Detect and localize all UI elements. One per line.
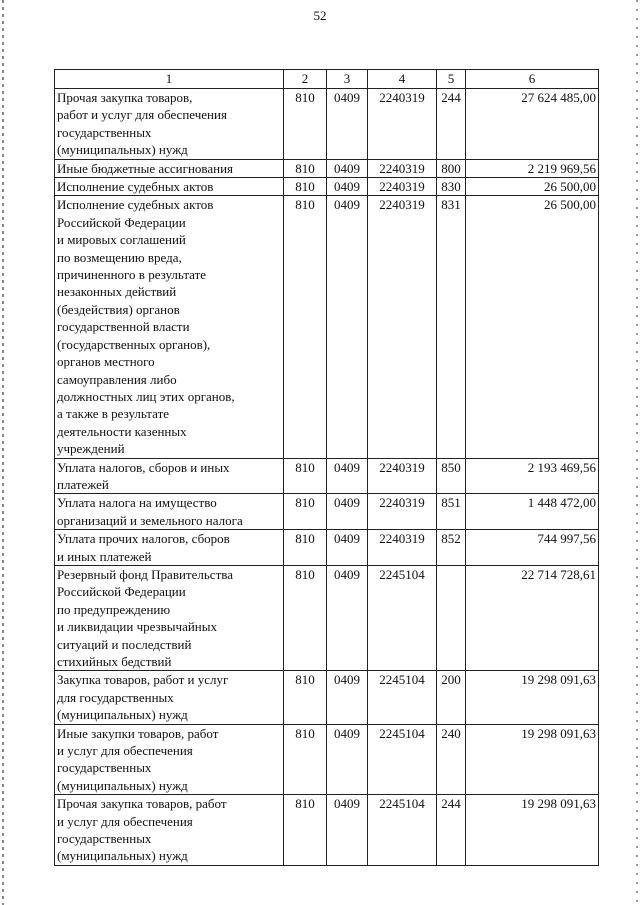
row-section-code: 0409 [327, 89, 368, 160]
row-target-code: 2245104 [368, 724, 437, 795]
row-name-line: и мировых соглашений [57, 232, 186, 248]
row-expense-type: 851 [437, 494, 466, 530]
row-admin-code: 810 [284, 196, 327, 458]
row-target-code: 2240319 [368, 530, 437, 566]
table-body [55, 89, 599, 866]
row-admin-code: 810 [284, 671, 327, 724]
row-admin-code: 810 [284, 178, 327, 196]
row-name-line: а также в результате [57, 406, 170, 422]
row-name-line: и иных платежей [57, 548, 152, 564]
row-name-line: должностных лиц этих органов, [57, 388, 235, 404]
header-col-5: 5 [437, 70, 466, 89]
row-name-line: Резервный фонд Правительства [57, 566, 233, 582]
row-admin-code: 810 [284, 458, 327, 494]
row-admin-code: 810 [284, 795, 327, 866]
row-name-line: (муниципальных) нужд [57, 142, 188, 158]
header-row [55, 70, 599, 89]
row-name-line: Прочая закупка товаров, [57, 90, 193, 105]
row-expense-type: 852 [437, 530, 466, 566]
row-admin-code: 810 [284, 159, 327, 177]
row-expense-type: 850 [437, 458, 466, 494]
row-name-line: Уплата налога на имущество [57, 495, 217, 511]
row-name-line: Иные закупки товаров, работ [57, 725, 219, 741]
row-name-line: (бездействия) органов [57, 301, 180, 317]
page-number: 52 [313, 8, 327, 23]
table-row [55, 494, 599, 530]
table-row [55, 565, 599, 670]
header-col-4: 4 [368, 70, 437, 89]
header-col-6: 6 [466, 70, 599, 89]
row-target-code: 2240319 [368, 178, 437, 196]
row-section-code: 0409 [327, 458, 368, 494]
row-expense-type: 240 [437, 724, 466, 795]
row-admin-code: 810 [284, 565, 327, 670]
row-name-line: органов местного [57, 354, 155, 370]
row-target-code: 2240319 [368, 458, 437, 494]
row-amount: 26 500,00 [466, 178, 599, 196]
row-name-line: государственных [57, 760, 152, 776]
row-expense-type: 831 [437, 196, 466, 458]
row-target-code: 2240319 [368, 89, 437, 160]
row-name-line: и услуг для обеспечения [57, 813, 193, 829]
row-name-line: Российской Федерации [57, 584, 186, 600]
row-name-line: и ликвидации чрезвычайных [57, 619, 217, 635]
table-row [55, 178, 599, 196]
row-section-code: 0409 [327, 159, 368, 177]
row-name-line: (государственных органов), [57, 336, 211, 352]
row-name-line: учреждений [57, 441, 125, 457]
row-section-code: 0409 [327, 530, 368, 566]
row-admin-code: 810 [284, 530, 327, 566]
row-target-code: 2245104 [368, 795, 437, 866]
row-name-line: Уплата прочих налогов, сборов [57, 531, 230, 547]
row-name-line: Закупка товаров, работ и услуг [57, 672, 229, 688]
row-expense-type: 800 [437, 159, 466, 177]
row-name-cell [55, 795, 284, 866]
row-target-code: 2245104 [368, 565, 437, 670]
row-name-line: Исполнение судебных актов [57, 179, 214, 195]
row-amount: 2 219 969,56 [466, 159, 599, 177]
row-expense-type: 830 [437, 178, 466, 196]
row-name-line: работ и услуг для обеспечения [57, 107, 227, 123]
row-name-line: государственных [57, 124, 152, 140]
row-name-line: Иные бюджетные ассигнования [57, 160, 234, 176]
row-expense-type: 244 [437, 795, 466, 866]
table-row [55, 89, 599, 160]
row-name-line: платежей [57, 476, 109, 492]
table-header [55, 70, 599, 89]
table-row [55, 724, 599, 795]
scan-edge-left [2, 0, 4, 905]
row-section-code: 0409 [327, 494, 368, 530]
row-target-code: 2245104 [368, 671, 437, 724]
row-name-line: по предупреждению [57, 601, 171, 617]
header-col-1: 1 [55, 70, 284, 89]
row-name-line: деятельности казенных [57, 423, 187, 439]
row-admin-code: 810 [284, 494, 327, 530]
row-amount: 26 500,00 [466, 196, 599, 458]
row-section-code: 0409 [327, 724, 368, 795]
row-name-line: незаконных действий [57, 284, 177, 300]
row-name-line: (муниципальных) нужд [57, 777, 188, 793]
row-name-cell [55, 458, 284, 494]
row-name-line: Прочая закупка товаров, работ [57, 796, 227, 812]
row-section-code: 0409 [327, 795, 368, 866]
header-col-2: 2 [284, 70, 327, 89]
row-name-line: самоуправления либо [57, 371, 177, 387]
table-row [55, 159, 599, 177]
row-amount: 19 298 091,63 [466, 724, 599, 795]
header-col-3: 3 [327, 70, 368, 89]
row-section-code: 0409 [327, 196, 368, 458]
table-row [55, 196, 599, 458]
row-expense-type [437, 565, 466, 670]
table-row [55, 530, 599, 566]
row-section-code: 0409 [327, 178, 368, 196]
row-section-code: 0409 [327, 565, 368, 670]
row-name-line: государственных [57, 831, 152, 847]
row-name-line: Уплата налогов, сборов и иных [57, 459, 230, 475]
row-amount: 19 298 091,63 [466, 795, 599, 866]
row-name-cell [55, 196, 284, 458]
row-name-cell [55, 178, 284, 196]
row-section-code: 0409 [327, 671, 368, 724]
row-amount: 22 714 728,61 [466, 565, 599, 670]
row-name-cell [55, 494, 284, 530]
row-name-cell [55, 530, 284, 566]
row-amount: 2 193 469,56 [466, 458, 599, 494]
row-name-cell [55, 89, 284, 160]
row-target-code: 2240319 [368, 494, 437, 530]
row-name-cell [55, 565, 284, 670]
row-amount: 744 997,56 [466, 530, 599, 566]
row-name-line: и услуг для обеспечения [57, 743, 193, 759]
row-name-cell [55, 724, 284, 795]
row-expense-type: 244 [437, 89, 466, 160]
row-amount: 19 298 091,63 [466, 671, 599, 724]
table-row [55, 671, 599, 724]
row-name-line: организаций и земельного налога [57, 512, 243, 528]
row-name-line: государственной власти [57, 319, 190, 335]
row-expense-type: 200 [437, 671, 466, 724]
row-name-line: (муниципальных) нужд [57, 707, 188, 723]
row-admin-code: 810 [284, 89, 327, 160]
row-target-code: 2240319 [368, 159, 437, 177]
budget-table [54, 69, 599, 866]
row-name-line: (муниципальных) нужд [57, 848, 188, 864]
row-admin-code: 810 [284, 724, 327, 795]
row-name-line: Исполнение судебных актов [57, 197, 214, 213]
row-name-line: причиненного в результате [57, 267, 207, 283]
scan-edge-right [636, 0, 638, 905]
row-amount: 1 448 472,00 [466, 494, 599, 530]
row-name-cell [55, 671, 284, 724]
row-name-line: стихийных бедствий [57, 654, 172, 669]
row-name-line: Российской Федерации [57, 214, 186, 230]
table-row [55, 458, 599, 494]
row-name-line: по возмещению вреда, [57, 249, 182, 265]
row-target-code: 2240319 [368, 196, 437, 458]
row-name-line: ситуаций и последствий [57, 636, 192, 652]
row-name-cell [55, 159, 284, 177]
row-amount: 27 624 485,00 [466, 89, 599, 160]
table-row [55, 795, 599, 866]
row-name-line: для государственных [57, 689, 174, 705]
